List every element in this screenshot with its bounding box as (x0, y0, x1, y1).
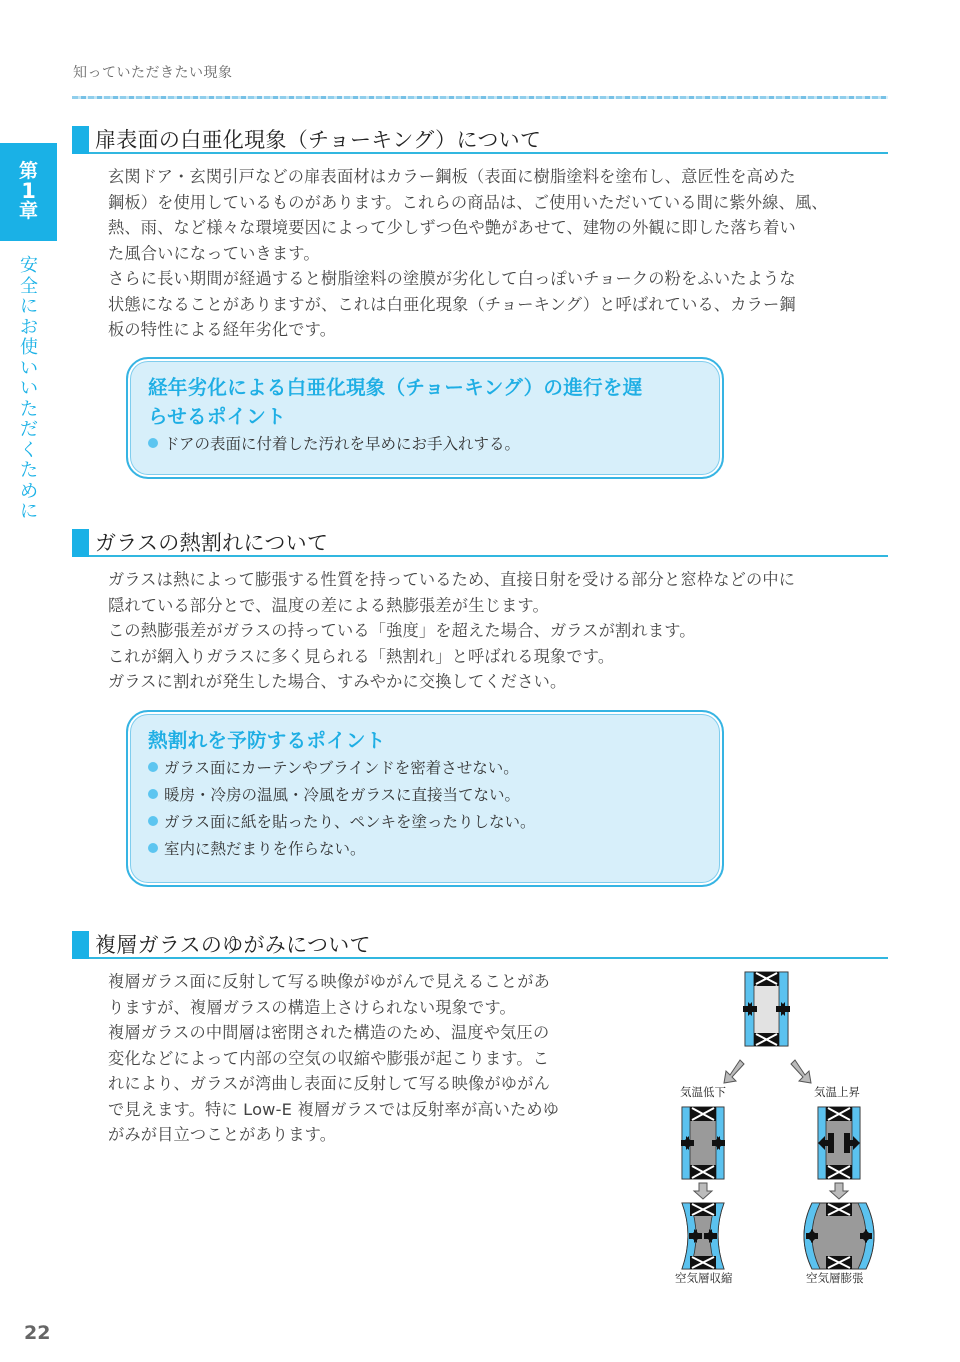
heading-marker (72, 529, 89, 557)
section-heading-distortion (72, 927, 888, 959)
bullet-icon (148, 762, 158, 772)
body-line: ガラスに割れが発生した場合、すみやかに交換してください。 (108, 672, 567, 691)
chapter-tab (0, 143, 57, 241)
tip-box-chalking (126, 357, 724, 479)
page-number: 22 (24, 1322, 51, 1344)
chapter-number: 1 (21, 179, 36, 203)
label-temperature-drop: 気温低下 (680, 1085, 726, 1099)
body-line: 変化などによって内部の空気の収縮や膨張が起こります。こ (108, 1048, 550, 1068)
label-air-layer-expansion: 空気層膨張 (806, 1271, 864, 1285)
tip-item: ガラス面に紙を貼ったり、ペンキを塗ったりしない。 (148, 809, 702, 836)
chapter-title: 安全にお使いいただくために (20, 255, 38, 522)
running-head: 知っていただきたい現象 (73, 65, 233, 81)
insulated-glass-diagram (660, 965, 890, 1285)
body-line: た風合いになっていきます。 (108, 243, 320, 263)
body-line: れにより、ガラスが湾曲し表面に反射して写る映像がゆがん (108, 1074, 550, 1093)
chapter-suffix: 章 (18, 200, 38, 222)
glass-unit-expanded (804, 1203, 874, 1269)
bullet-icon (148, 789, 158, 799)
heading-marker (72, 931, 89, 959)
label-temperature-rise: 気温上昇 (814, 1085, 860, 1099)
body-line: これが網入りガラスに多く見られる「熱割れ」と呼ばれる現象です。 (108, 646, 615, 666)
body-line: この熱膨張差がガラスの持っている「強度」を超えた場合、ガラスが割れます。 (108, 621, 696, 640)
body-line: ガラスは熱によって膨張する性質を持っているため、直接日射を受ける部分と窓枠などの中に (108, 570, 796, 589)
body-line: さらに長い期間が経過すると樹脂塗料の塗膜が劣化して白っぽいチョークの粉をふいたような (108, 269, 796, 288)
body-line: がみが目立つことがあります。 (108, 1125, 337, 1144)
section-body-chalking (108, 164, 828, 343)
section-title: ガラスの熱割れについて (95, 531, 329, 555)
section-body-thermal-crack (108, 567, 795, 695)
bullet-icon (148, 438, 158, 448)
body-line: で見えます。特に Low-E 複層ガラスでは反射率が高いためゆ (108, 1099, 560, 1119)
body-line: りますが、複層ガラスの構造上さけられない現象です。 (108, 997, 516, 1017)
body-line: 熱、雨、など様々な環境要因によって少しずつ色や艶があせて、建物の外観に即した落ち着い (108, 218, 796, 237)
glass-unit-neutral (743, 972, 790, 1046)
tip-title: 熱割れを予防するポイント (148, 729, 386, 752)
tip-item: 暖房・冷房の温風・冷風をガラスに直接当てない。 (148, 782, 702, 809)
header-divider (72, 96, 888, 99)
body-line: 状態になることがありますが、これは白亜化現象（チョーキング）と呼ばれている、カラー鋼 (108, 294, 796, 314)
tip-title: 経年劣化による白亜化現象（チョーキング）の進行を遅 (148, 376, 643, 399)
body-line: 板の特性による経年劣化です。 (108, 320, 337, 339)
glass-deformation-illustration (660, 965, 890, 1285)
glass-unit-cooled (681, 1107, 725, 1179)
bullet-icon (148, 816, 158, 826)
section-heading-chalking (72, 122, 888, 154)
section-body-distortion (108, 969, 559, 1148)
tip-item: ガラス面にカーテンやブラインドを密着させない。 (148, 755, 702, 782)
label-air-layer-contraction: 空気層収縮 (675, 1271, 733, 1285)
body-line: 複層ガラスの中間層は密閉された構造のため、温度や気圧の (108, 1023, 550, 1042)
tip-title: らせるポイント (148, 405, 287, 428)
heading-marker (72, 126, 89, 154)
bullet-icon (148, 843, 158, 853)
body-line: 鋼板）を使用しているものがあります。これらの商品は、ご使用いただいている間に紫外線、風、 (108, 192, 828, 212)
body-line: 玄関ドア・玄関引戸などの扉表面材はカラー鋼板（表面に樹脂塗料を塗布し、意匠性を高めた (108, 167, 796, 186)
section-title: 扉表面の白亜化現象（チョーキング）について (95, 128, 542, 152)
tip-item: 室内に熱だまりを作らない。 (148, 836, 702, 863)
section-title: 複層ガラスのゆがみについて (95, 933, 371, 957)
tip-item: ドアの表面に付着した汚れを早めにお手入れする。 (148, 431, 702, 458)
glass-unit-contracted (682, 1203, 724, 1269)
chapter-prefix: 第 (18, 160, 38, 182)
section-heading-thermal-crack (72, 525, 888, 557)
body-line: 隠れている部分とで、温度の差による熱膨張差が生じます。 (108, 595, 549, 615)
glass-unit-heated (818, 1107, 860, 1179)
tip-box-thermal-crack (126, 710, 724, 887)
body-line: 複層ガラス面に反射して写る映像がゆがんで見えることがあ (108, 972, 550, 991)
